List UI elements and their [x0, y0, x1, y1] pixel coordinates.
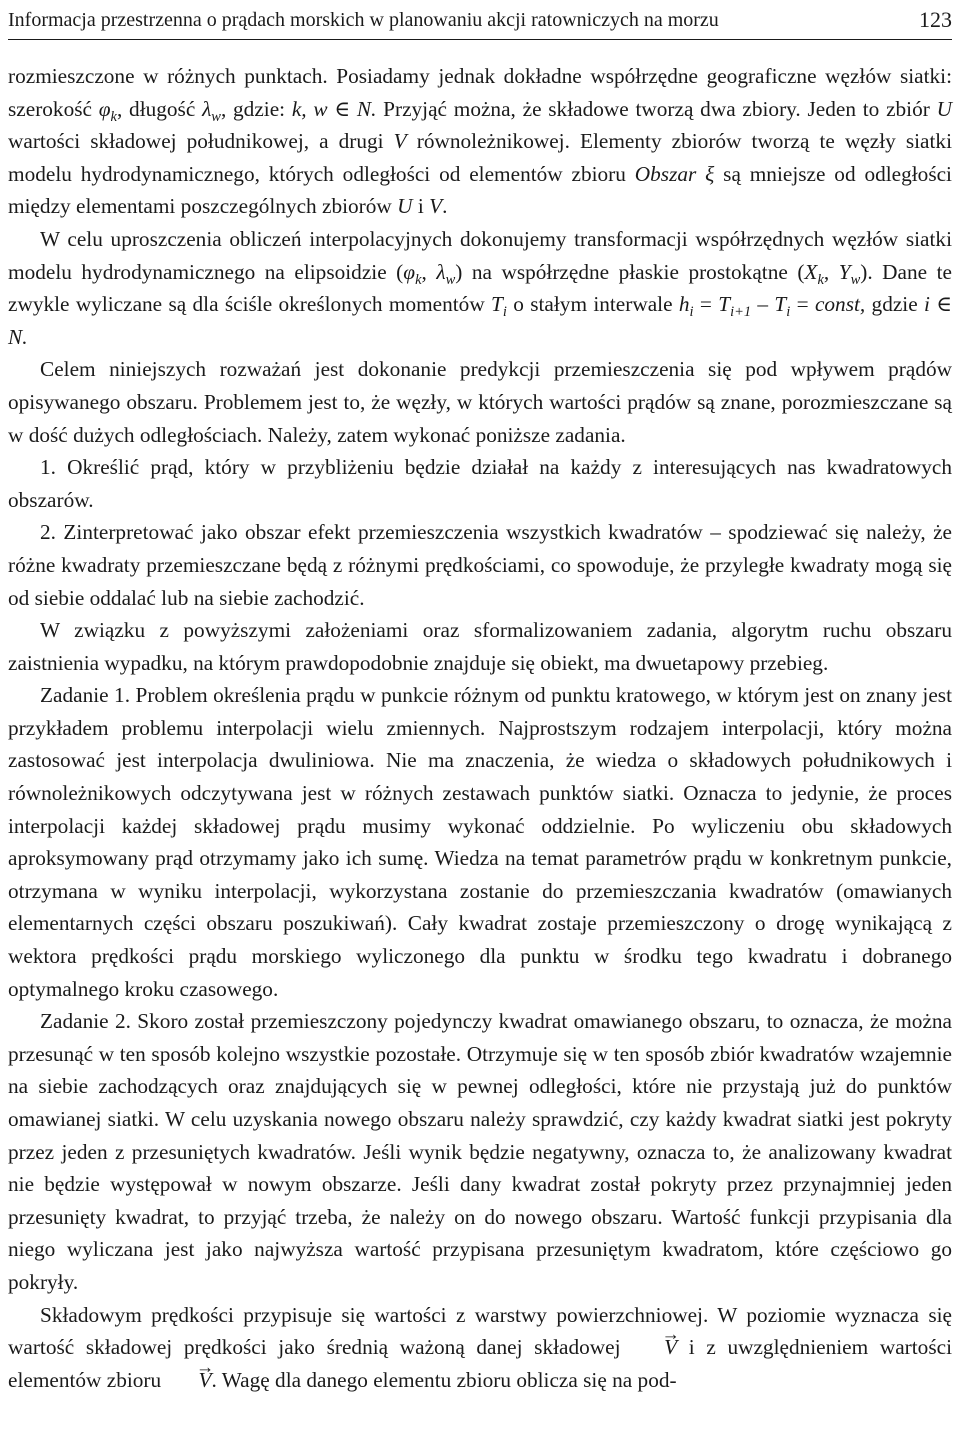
math-sub: i	[786, 304, 791, 321]
math-symbol: =	[693, 292, 719, 317]
text-run: ). Dane te zwykle wyliczane są dla ściśle określonych momentów	[8, 259, 952, 317]
math-sub: w	[211, 108, 221, 125]
paragraph-7: Zadanie 1. Problem określenia prądu w punkcie różnym od punktu kratowego, w którym jest on znany jest przykładem problemu interpolacji wielu zmiennych. Najprostszym rodzajem interpolacji, który można zastosować jest interpolacja dwuliniowa. Nie ma znaczenia, że wiedza o składowych południkowych i równoleżnikowych odczytywana jest w różnych zestawach punktów siatki. Oznacza to jedynie, że proces interpolacji każdej składowej prądu musimy wykonać oddzielnie. Po wyliczeniu obu składowych aproksymowany prąd otrzymamy jako ich sumę. Wiedza na temat parametrów prądu w konkretnym punkcie, otrzymana w wyniku interpolacji, wykorzystana zostanie do przemieszczania kwadratów (omawianych elementarnych części obszaru poszukiwań). Cały kwadrat zostaje przemieszczony o drogę wynikającą z wektora prędkości prądu morskiego wyliczonego dla punktu w środku tego kwadratu i dobranego optymalnego kroku czasowego.	[8, 683, 952, 1001]
math-sub: i+1	[730, 304, 752, 321]
math-var: T	[718, 292, 731, 317]
paragraph-1	[8, 60, 952, 223]
text-run: i	[412, 194, 430, 219]
text-run: ,	[823, 259, 839, 284]
math-lambda: λ	[436, 259, 446, 284]
math-var: h	[678, 292, 690, 317]
math-sub: i	[502, 304, 507, 321]
math-symbol: ∈	[327, 96, 357, 121]
math-sub: k	[415, 271, 422, 288]
text-run: Przyjąć można, że składowe tworzą dwa zbiory. Jeden to zbiór	[376, 96, 937, 121]
math-var: N.	[8, 324, 28, 349]
text-run: .	[442, 194, 448, 219]
math-symbol: –	[751, 292, 775, 317]
math-var: U	[936, 96, 952, 121]
text-run: ,	[421, 259, 437, 284]
math-sub: w	[445, 271, 456, 288]
math-var: V	[429, 194, 443, 219]
text-run: są mniejsze od odległości między elementami poszczególnych zbiorów	[8, 161, 952, 219]
math-var: N.	[356, 96, 377, 121]
vector-V: → V	[632, 1331, 677, 1364]
paragraph-3: Celem niniejszych rozważań jest dokonanie predykcji przemieszczenia się pod wpływem prądów opisywanego obszaru. Problemem jest to, że węzły, w których wartości prądów są znane, porozmieszczane są w dość dużych odległościach. Należy, zatem wykonać poniższe zadania.	[8, 357, 952, 447]
text-run: i z uwzględnieniem wartości elementów zbioru	[8, 1335, 952, 1392]
math-var: Y	[838, 259, 851, 284]
text-run: o stałym interwale	[506, 292, 679, 317]
running-header	[8, 0, 952, 40]
math-sub: k	[817, 271, 824, 288]
paragraph-6: W związku z powyższymi założeniami oraz sformalizowaniem zadania, algorytm ruchu obszaru zaistnienia wypadku, na którym prawdopodobnie znajduje się obiekt, ma dwuetapowy przebieg.	[8, 618, 952, 675]
paragraph-2	[8, 223, 952, 353]
math-lambda: λ	[202, 96, 212, 121]
text-run: , gdzie:	[220, 96, 292, 121]
text-run: Składowym prędkości przypisuje się wartości z warstwy powierzchniowej. W poziomie wyznacza się wartość składowej prędkości jako średnią ważoną danej składowej	[8, 1302, 952, 1360]
text-run: . Wagę dla danego elementu zbioru oblicza się na pod-	[211, 1367, 677, 1392]
paragraph-5: 2. Zinterpretować jako obszar efekt przemieszczenia wszystkich kwadratów – spodziewać się należy, że różne kwadraty przemieszczane będą z różnymi prędkościami, co spowoduje, że przyległe kwadraty mogą się od siebie oddalać lub na siebie zachodzić.	[8, 520, 952, 610]
header-rule	[8, 39, 952, 40]
math-var: T	[491, 292, 503, 317]
math-phi: φ	[98, 96, 111, 121]
math-var: T	[774, 292, 787, 317]
math-var: k, w	[291, 96, 328, 121]
text-run: W celu uproszczenia obliczeń interpolacyjnych dokonujemy transformacji współrzędnych węzłów siatki modelu hydrodynamicznego na elipsoidzie (	[8, 226, 952, 284]
paragraph-8: Zadanie 2. Skoro został przemieszczony pojedynczy kwadrat omawianego obszaru, to oznacza, że można przesunąć w ten sposób kolejno wszystkie pozostałe. Otrzymuje się w ten sposób zbiór kwadratów wzajemnie na siebie zachodzących oraz znajdujących się w pewnej odległości, które nie przystają już do punktów omawianej siatki. W celu uzyskania nowego obszaru należy sprawdzić, czy każdy kwadrat siatki jest pokryty przez jeden z przesuniętych kwadratów. Jeśli wynik będzie negatywny, oznacza to, że analizowany kwadrat nie będzie występował w nowym obszarze. Jeśli dany kwadrat został pokryty przez przynajmniej jeden przesunięty kwadrat, to przyjąć trzeba, że należy on do nowego obszaru. Wartość funkcji przypisania dla niego wyliczana jest jako najwyższa wartość przypisana przesuniętym kwadratom, które częściowo go pokryły.	[8, 1009, 952, 1294]
math-symbol: ∈	[929, 292, 953, 317]
text-run: ) na współrzędne płaskie prostokątne (	[455, 259, 805, 284]
text-run: wartości składowej południkowej, a drugi	[8, 129, 394, 154]
running-title: Informacja przestrzenna o prądach morskich w planowaniu akcji ratowniczych na morzu	[8, 8, 719, 31]
vector-V: → V	[167, 1364, 212, 1397]
paragraph-9	[8, 1299, 952, 1397]
math-var: V	[393, 129, 407, 154]
text-run: , długość	[116, 96, 203, 121]
math-var: Obszar ξ	[634, 161, 715, 186]
page-number: 123	[919, 7, 952, 32]
body-text	[8, 60, 952, 1396]
math-phi: φ	[403, 259, 416, 284]
paragraph-4: 1. Określić prąd, który w przybliżeniu będzie działał na każdy z interesujących nas kwadratowych obszarów.	[8, 455, 952, 512]
math-var: i	[924, 292, 930, 317]
text-run: gdzie	[865, 292, 924, 317]
math-sub: i	[689, 304, 694, 321]
math-var: const,	[814, 292, 866, 317]
math-sub: w	[850, 271, 861, 288]
math-symbol: =	[790, 292, 815, 317]
text-run: rozmieszczone w różnych punktach. Posiadamy jednak dokładne współrzędne geograficzne węzłów siatki: szerokość	[8, 64, 952, 121]
text-run: równoleżnikowej. Elementy zbiorów tworzą te węzły siatki modelu hydrodynamicznego, których odległości od elementów zbioru	[8, 129, 952, 186]
math-var: X	[804, 259, 818, 284]
math-var: U	[397, 194, 413, 219]
math-sub: k	[110, 108, 117, 125]
